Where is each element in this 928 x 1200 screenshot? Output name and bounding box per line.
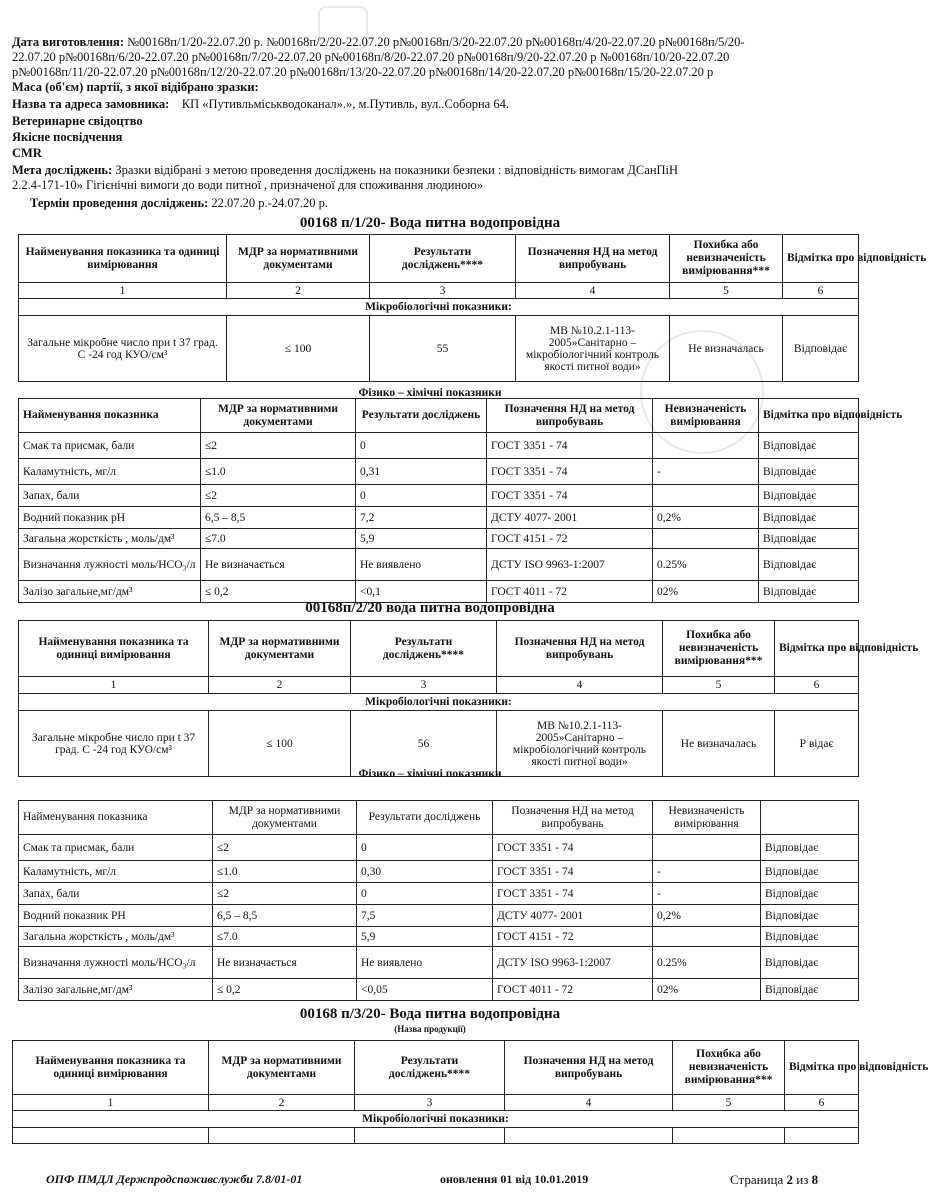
- sample-1-title: 00168 п/1/20- Вода питна водопровідна: [299, 215, 561, 231]
- col-number: 5: [663, 677, 775, 694]
- row-mark: Відповідає: [761, 927, 859, 947]
- row-unc: 02%: [653, 979, 761, 1001]
- row-unc: [653, 927, 761, 947]
- col-header-result: Результати досліджень: [356, 399, 487, 433]
- col-header-mdr: МДР за нормативними документами: [213, 801, 357, 835]
- row-mark: Відповідає: [759, 459, 859, 485]
- row-nd: ГОСТ 4011 - 72: [487, 581, 653, 603]
- sample-2-micro-table: [18, 620, 919, 777]
- row-mark: Відповідає: [761, 883, 859, 905]
- row-name: Запах, бали: [19, 485, 201, 507]
- row-nd: ГОСТ 3351 - 74: [493, 861, 653, 883]
- goal-label: Мета досліджень:: [12, 163, 113, 177]
- row-result: 0,31: [356, 459, 487, 485]
- col-header-error: Похибка або невизначеність вимірювання***: [673, 1041, 785, 1095]
- row-result: Не виявлено: [357, 947, 493, 979]
- empty-cell: [785, 1128, 859, 1144]
- row-result: 0: [357, 883, 493, 905]
- col-header-mark: Відмітка про відповідність: [785, 1041, 859, 1095]
- row-mark: Відповідає: [761, 835, 859, 861]
- col-header-error: Похибка або невизначеність вимірювання***: [663, 621, 775, 677]
- sample-1-phys-table: [18, 398, 903, 603]
- table-row: [19, 459, 859, 485]
- row-result: 0: [357, 835, 493, 861]
- row-mark: Відповідає: [759, 549, 859, 581]
- col-number: 4: [497, 677, 663, 694]
- row-mdr: ≤2: [201, 433, 356, 459]
- row-mdr: ≤2: [213, 883, 357, 905]
- sample-3-subtitle: (Назва продукції): [394, 1024, 466, 1034]
- row-mark: Відповідає: [761, 861, 859, 883]
- col-number: 5: [673, 1095, 785, 1111]
- row-unc: -: [653, 861, 761, 883]
- micro-name: Загальне мікробне число при t 37 град. С -24 год КУО/см³: [19, 711, 209, 777]
- row-nd: ДСТУ ISO 9963-1:2007: [493, 947, 653, 979]
- table-row: [19, 485, 859, 507]
- sample-3-title: 00168 п/3/20- Вода питна водопровідна: [299, 1006, 561, 1022]
- row-name: Смак та присмак, бали: [19, 835, 213, 861]
- col-header-mdr: МДР за нормативними документами: [201, 399, 356, 433]
- empty-cell: [209, 1128, 355, 1144]
- row-nd: ГОСТ 3351 - 74: [493, 835, 653, 861]
- row-unc: 02%: [653, 581, 759, 603]
- micro-nd: МВ №10.2.1-113-2005»Санітарно – мікробіологічний контроль якості питної води»: [516, 316, 670, 382]
- empty-cell: [505, 1128, 673, 1144]
- row-result: 5,9: [356, 529, 487, 549]
- row-mark: Відповідає: [759, 529, 859, 549]
- col-header-result: Результати досліджень****: [370, 235, 516, 283]
- cmr-label: CMR: [12, 146, 42, 160]
- row-name: Загальна жорсткість , моль/дм³: [19, 529, 201, 549]
- table-row: [19, 905, 859, 927]
- row-mark: Відповідає: [759, 581, 859, 603]
- col-number: 3: [351, 677, 497, 694]
- page-number: 2: [786, 1172, 794, 1187]
- col-header-unc: Невизначеність вимірювання: [653, 399, 759, 433]
- section-micro: Мікробіологічні показники:: [19, 299, 859, 316]
- row-name: Визначання лужності моль/НСО₃/л: [19, 549, 201, 581]
- micro-mark: Відповідає: [783, 316, 859, 382]
- row-unc: [653, 529, 759, 549]
- table-row: [19, 861, 859, 883]
- row-unc: [653, 835, 761, 861]
- col-header-mark: Відмітка про відповідність: [775, 621, 859, 677]
- row-nd: ДСТУ 4077- 2001: [493, 905, 653, 927]
- row-name: Залізо загальне,мг/дм³: [19, 581, 201, 603]
- date-label: Дата виготовлення:: [12, 35, 124, 49]
- micro-result: 56: [351, 711, 497, 777]
- col-header-unc: Невизначеність вимірювання: [653, 801, 761, 835]
- row-mark: Відповідає: [759, 433, 859, 459]
- row-nd: ГОСТ 3351 - 74: [493, 883, 653, 905]
- row-nd: ГОСТ 4151 - 72: [493, 927, 653, 947]
- row-mdr: Не визначається: [213, 947, 357, 979]
- col-header-result: Результати досліджень: [357, 801, 493, 835]
- table-row: [19, 927, 859, 947]
- row-mdr: 6,5 – 8,5: [201, 507, 356, 529]
- row-unc: [653, 433, 759, 459]
- row-unc: -: [653, 459, 759, 485]
- row-mark: Відповідає: [759, 507, 859, 529]
- col-number: 6: [785, 1095, 859, 1111]
- micro-error: Не визначалась: [663, 711, 775, 777]
- col-header-nd: Позначення НД на метод випробувань: [497, 621, 663, 677]
- row-mdr: ≤2: [213, 835, 357, 861]
- table-row: [19, 883, 859, 905]
- row-mdr: ≤1.0: [201, 459, 356, 485]
- col-header-mdr: МДР за нормативними документами: [227, 235, 370, 283]
- col-header-name: Найменування показника та одиниці вимірювання: [13, 1041, 209, 1095]
- table-row: [19, 507, 859, 529]
- term-value: 22.07.20 р.-24.07.20 р.: [211, 196, 329, 210]
- row-mark: Відповідає: [759, 485, 859, 507]
- page-of: из: [796, 1172, 809, 1187]
- col-number: 4: [516, 283, 670, 299]
- client-label: Назва та адреса замовника:: [12, 97, 170, 111]
- row-mdr: ≤1.0: [213, 861, 357, 883]
- col-number: 6: [775, 677, 859, 694]
- table-row: [19, 979, 859, 1001]
- section-phys-label-2: Фізико – хімічні показники: [358, 768, 502, 780]
- row-mark: Відповідає: [761, 947, 859, 979]
- goal-value-2: 2.2.4-171-10» Гігієнічні вимоги до води питної , призначеної для споживання людиною»: [12, 178, 483, 192]
- footer-form-code: ОПФ ПМДЛ Держпродспоживслужби 7.8/01-01: [46, 1172, 303, 1186]
- row-name: Смак та присмак, бали: [19, 433, 201, 459]
- col-number: 1: [13, 1095, 209, 1111]
- row-result: <0,05: [357, 979, 493, 1001]
- sample-1-micro-table: [18, 234, 927, 382]
- micro-mdr: ≤ 100: [209, 711, 351, 777]
- col-header-nd: Позначення НД на метод випробувань: [493, 801, 653, 835]
- micro-error: Не визначалась: [670, 316, 783, 382]
- row-result: Не виявлено: [356, 549, 487, 581]
- table-row: [19, 947, 859, 979]
- row-mark: Відповідає: [761, 905, 859, 927]
- mass-label: Маса (об'єм) партії, з якої відібрано зразки:: [12, 80, 259, 94]
- col-number: 1: [19, 283, 227, 299]
- row-result: 0: [356, 485, 487, 507]
- table-row: [19, 529, 859, 549]
- quality-certificate-label: Якісне посвідчення: [12, 130, 123, 144]
- vet-certificate-label: Ветеринарне свідоцтво: [12, 114, 143, 128]
- col-number: 5: [670, 283, 783, 299]
- page-total: 8: [811, 1172, 819, 1187]
- date-line-3: р№00168п/11/20-22.07.20 р№00168п/12/20-22.07.20 р№00168п/13/20-22.07.20 р№00168п/14/20-22.07.20 р№00168п/15/20-22.07.20 р: [12, 65, 714, 79]
- row-name: Визначання лужності моль/НСО₃/л: [19, 947, 213, 979]
- col-number: 1: [19, 677, 209, 694]
- row-mark: Відповідає: [761, 979, 859, 1001]
- row-mdr: ≤7.0: [213, 927, 357, 947]
- row-nd: ДСТУ 4077- 2001: [487, 507, 653, 529]
- row-nd: ГОСТ 3351 - 74: [487, 485, 653, 507]
- col-header-result: Результати досліджень****: [355, 1041, 505, 1095]
- row-unc: 0,2%: [653, 507, 759, 529]
- col-number: 2: [227, 283, 370, 299]
- table-row: [19, 433, 859, 459]
- row-result: 7,2: [356, 507, 487, 529]
- row-mdr: ≤2: [201, 485, 356, 507]
- row-mdr: ≤7.0: [201, 529, 356, 549]
- term-label: Термін проведення досліджень:: [30, 196, 209, 210]
- sample-3-micro-table: [12, 1040, 928, 1144]
- row-mdr: Не визначається: [201, 549, 356, 581]
- col-number: 2: [209, 677, 351, 694]
- section-micro: Мікробіологічні показники:: [19, 694, 859, 711]
- row-nd: ГОСТ 3351 - 74: [487, 459, 653, 485]
- row-mdr: 6,5 – 8,5: [213, 905, 357, 927]
- row-unc: 0.25%: [653, 549, 759, 581]
- date-line-2: 22.07.20 р№00168п/6/20-22.07.20 р№00168п/7/20-22.07.20 р№00168п/8/20-22.07.20 р№00168п/9/20-22.07.20 р №00168п/10/20-22.07.20: [12, 50, 730, 64]
- col-header-name: Найменування показника: [19, 801, 213, 835]
- col-header-mdr: МДР за нормативними документами: [209, 1041, 355, 1095]
- sample-2-title: 00168п/2/20 вода питна водопровідна: [305, 600, 555, 616]
- col-header-name: Найменування показника: [19, 399, 201, 433]
- sample-1-phys-rows: [19, 433, 859, 603]
- row-name: Запах, бали: [19, 883, 213, 905]
- row-name: Водний показник РН: [19, 905, 213, 927]
- row-mdr: ≤ 0,2: [213, 979, 357, 1001]
- micro-mark: Р відає: [775, 711, 859, 777]
- row-nd: ДСТУ ISO 9963-1:2007: [487, 549, 653, 581]
- row-result: <0,1: [356, 581, 487, 603]
- row-mdr: ≤ 0,2: [201, 581, 356, 603]
- micro-result: 55: [370, 316, 516, 382]
- col-number: 3: [355, 1095, 505, 1111]
- col-header-mdr: МДР за нормативними документами: [209, 621, 351, 677]
- row-unc: -: [653, 883, 761, 905]
- col-header-nd: Позначення НД на метод випробувань: [505, 1041, 673, 1095]
- sample-2-phys-rows: [19, 835, 859, 1001]
- col-number: 6: [783, 283, 859, 299]
- empty-cell: [355, 1128, 505, 1144]
- row-result: 7,5: [357, 905, 493, 927]
- page-counter: [730, 1172, 818, 1188]
- sample-2-phys-table: [18, 800, 859, 1001]
- row-unc: [653, 485, 759, 507]
- col-number: 2: [209, 1095, 355, 1111]
- footer-revision: оновлення 01 від 10.01.2019: [440, 1172, 589, 1186]
- row-unc: 0,2%: [653, 905, 761, 927]
- micro-nd: МВ №10.2.1-113-2005»Санітарно – мікробіологічний контроль якості питної води»: [497, 711, 663, 777]
- col-header-name: Найменування показника та одиниці вимірювання: [19, 621, 209, 677]
- row-name: Каламутність, мг/л: [19, 459, 201, 485]
- page-prefix: Страница: [730, 1172, 784, 1187]
- row-name: Загальна жорсткість , моль/дм³: [19, 927, 213, 947]
- row-unc: 0.25%: [653, 947, 761, 979]
- col-header-result: Результати досліджень****: [351, 621, 497, 677]
- production-date: [12, 35, 848, 80]
- row-result: 0,30: [357, 861, 493, 883]
- micro-name: Загальне мікробне число при t 37 град. С -24 год КУО/см³: [19, 316, 227, 382]
- row-name: Залізо загальне,мг/дм³: [19, 979, 213, 1001]
- col-header-error: Похибка або невизначеність вимірювання***: [670, 235, 783, 283]
- date-line-1: №00168п/1/20-22.07.20 р. №00168п/2/20-22.07.20 р№00168п/3/20-22.07.20 р№00168п/4/20-22.07.20 р№00168п/5/20-: [127, 35, 745, 49]
- col-number: 3: [370, 283, 516, 299]
- row-result: 5,9: [357, 927, 493, 947]
- col-header-mark: Відмітка про відповідність: [783, 235, 859, 283]
- client-value: КП «Путивльміськводоканал».», м.Путивль, вул..Соборна 64.: [181, 97, 509, 111]
- row-name: Каламутність, мг/л: [19, 861, 213, 883]
- col-header-mark: Відмітка про відповідність: [759, 399, 859, 433]
- section-phys-label-1: Фізико – хімічні показники: [358, 387, 502, 399]
- row-result: 0: [356, 433, 487, 459]
- empty-cell: [673, 1128, 785, 1144]
- row-nd: ГОСТ 4011 - 72: [493, 979, 653, 1001]
- row-name: Водний показник рН: [19, 507, 201, 529]
- row-nd: ГОСТ 4151 - 72: [487, 529, 653, 549]
- table-row: [19, 549, 859, 581]
- goal-value-1: Зразки відібрані з метою проведення досліджень на показники безпеки : відповідність вимогам ДСанПіН: [115, 163, 679, 177]
- empty-cell: [13, 1128, 209, 1144]
- row-nd: ГОСТ 3351 - 74: [487, 433, 653, 459]
- table-row: [19, 835, 859, 861]
- col-header-name: Найменування показника та одиниці вимірювання: [19, 235, 227, 283]
- section-micro: Мікробіологічні показники:: [13, 1111, 859, 1128]
- micro-mdr: ≤ 100: [227, 316, 370, 382]
- col-header-mark: [761, 801, 859, 835]
- col-header-nd: Позначення НД на метод випробувань: [487, 399, 653, 433]
- col-header-nd: Позначення НД на метод випробувань: [516, 235, 670, 283]
- col-number: 4: [505, 1095, 673, 1111]
